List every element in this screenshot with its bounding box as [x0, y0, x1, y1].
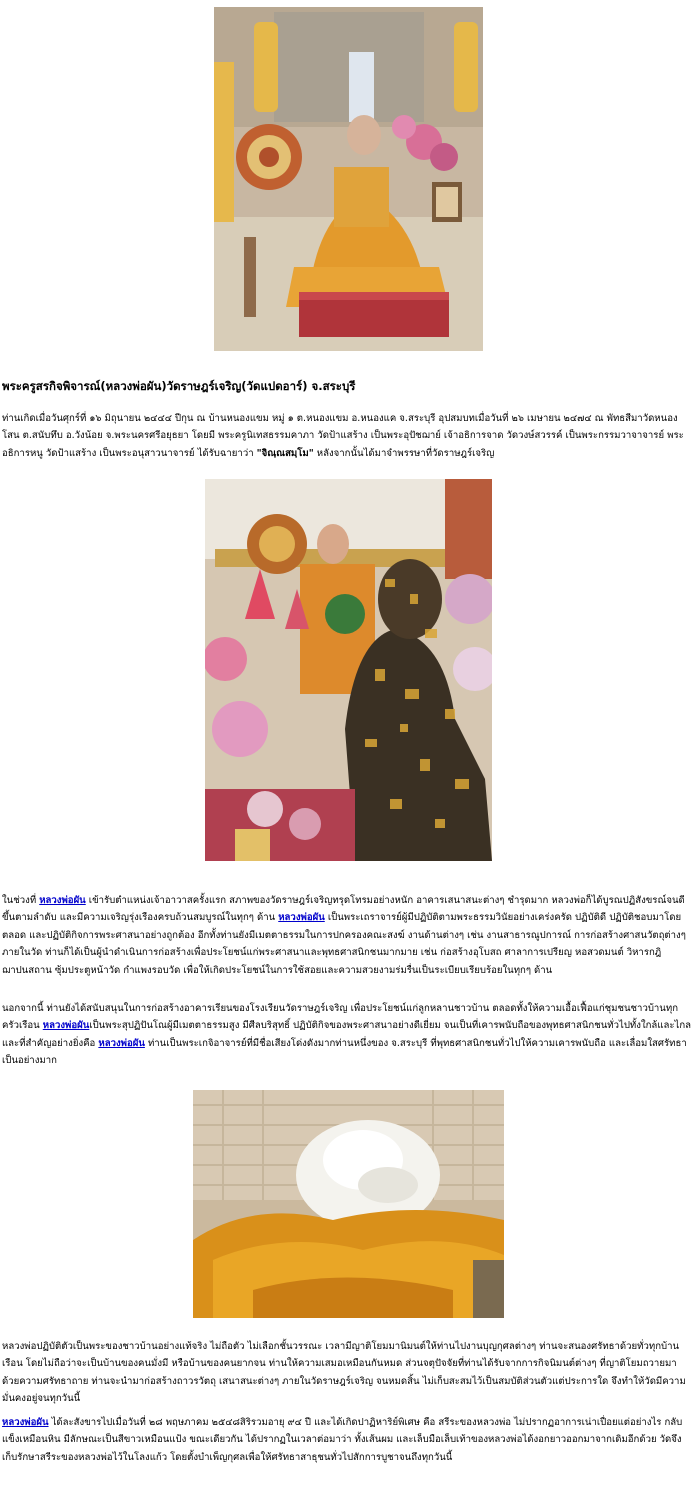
- monk-name-link[interactable]: หลวงพ่อผัน: [42, 1020, 90, 1032]
- paragraph-text: ได้ละสังขารไปเมื่อวันที่ ๒๘ พฤษภาคม ๒๕๔๘สิริรวมอายุ ๙๔ ปี และได้เกิดปาฏิหาริย์พิเศษ คือ สรีระของหลวงพ่อ ไม่ปรากฏอาการเน่าเปื่อยแต่อย่างไร กลับแข็งเหมือนหิน มีลักษณะเป็นสีขาวเหมือนแป้ง ขณะเดียวกัน ได้ปรากฏในเวลาต่อมาว่า ทั้งเส้นผม และเล็บมือเล็บเท้าของหลวงพ่อได้งอกยาวออกมาจากเดิมอีกด้วย วัดจึงเก็บรักษาสรีระของหลวงพ่อไว้ในโลงแก้ว โดยตั้งบำเพ็ญกุศลเพื่อให้ศรัทธาสาธุชนทั่วไปสักการบูชาจนถึงทุกวันนี้: [2, 1417, 683, 1463]
- paragraph-biography: [2, 410, 692, 462]
- paragraph-passing: [2, 1414, 692, 1466]
- photo-monk-seated-altar: [214, 7, 483, 351]
- paragraph-abbot: [2, 892, 692, 979]
- monk-name-link[interactable]: หลวงพ่อผัน: [278, 912, 325, 924]
- paragraph-text: หลังจากนั้นได้มาจำพรรษาที่วัดราษฎร์เจริญ: [313, 447, 495, 459]
- monk-name-link[interactable]: หลวงพ่อผัน: [39, 895, 86, 906]
- paragraph-text: หลวงพ่อปฏิบัติตัวเป็นพระของชาวบ้านอย่างแท้จริง ไม่ถือตัว ไม่เลือกชั้นวรรณะ เวลามีญาติโยมมานิมนต์ให้ท่านไปงานบุญกุศลต่างๆ ท่านจะสนองศรัทธาด้วยทั่วทุกบ้านเรือน โดยไม่ถือว่าจะเป็นบ้านของคนมั่งมี หรือบ้านของคนยากจน ท่านให้ความเสมอเหมือนกันหมด ส่วนจตุปัจจัยที่ท่านได้รับจากการกิจนิมนต์ต่างๆ ที่ญาติโยมถวายมาด้วยความศรัทธาถาย ท่านจะนำมาก่อสร้างถาวรวัตถุ เสนาสนะต่างๆ ภายในวัดราษฎร์เจริญ จนหมดสิ้น ไม่เก็บสะสมไว้เป็นสมบัติส่วนตัวแต่ประการใด จึงทำให้วัดมีความมั่นคงอยู่จนทุกวันนี้: [2, 1341, 686, 1405]
- paragraph-school: [2, 1000, 692, 1070]
- photo-body-coffin: [193, 1090, 504, 1318]
- paragraph-practice: [2, 1338, 692, 1408]
- monk-chaya: "จิณฺณสมฺโม": [256, 447, 314, 459]
- page-title: พระครูสรกิจพิจารณ์(หลวงพ่อผัน)วัดราษฎร์เจริญ(วัดแปดอาร์) จ.สระบุรี: [2, 379, 356, 393]
- paragraph-text: เข้ารับตำแหน่งเจ้าอาวาสครั้งแรก สภาพของวัดราษฎร์เจริญทรุดโทรมอย่างหนัก อาคารเสนาสนะต่างๆ ชำรุดมาก หลวงพ่อก็ได้บูรณปฏิสังขรณ์จนดีขึ้นตามลำดับ และมีความเจริญรุ่งเรืองครบถ้วนสมบูรณ์ในทุกๆ ด้าน: [2, 895, 685, 924]
- paragraph-text: นอกจากนี้ ท่านยังได้สนับสนุนในการก่อสร้างอาคารเรียนของโรงเรียนวัดราษฎร์เจริญ เพื่อประโยชน์แก่ลูกหลานชาวบ้าน ตลอดทั้งให้ความเอื้อเฟื้อแก่ชุมชนชาวบ้านทุกครัวเรือน: [2, 1003, 679, 1032]
- paragraph-text: เป็นพระสุปฏิปันโณผู้มีเมตตาธรรมสูง มีศีลบริสุทธิ์ ปฏิบัติกิจของพระศาสนาอย่างดีเยี่ยม จนเป็นที่เคารพนับถือของพุทธศาสนิกชนทั่วไปทั้งใกล้และไกล และที่สำคัญอย่างยิ่งคือ: [2, 1020, 692, 1049]
- monk-name-link[interactable]: หลวงพ่อผัน: [98, 1037, 145, 1049]
- paragraph-text: เป็นพระเถราจารย์ผู้มีปฏิบัติตามพระธรรมวินัยอย่างเคร่งครัด ปฏิบัติดี ปฏิบัติชอบมาโดยตลอด และปฏิบัติกิจการพระศาสนาอย่างถูกต้อง อีกทั้งท่านยังมีเมตตาธรรมในการปกครองคณะสงฆ์ งานด้านต่างๆ เช่น งานสาธารณูปการณ์ การก่อสร้างศาสนวัตถุต่างๆ ภายในวัด ท่านก็ได้เป็นผู้นำดำเนินการก่อสร้างเพื่อประโยชน์แก่พระศาสนาและพุทธศาสนิกชนมากมาย เช่น ก่อสร้างอุโบสถ ศาลาการเปรียญ หอสวดมนต์ วิหารกฎิ ฌาปนสถาน ซุ้มประตูหน้าวัด กำแพงรอบวัด เพื่อให้เกิดประโยชน์ในการใช้สอยและความสวยงามร่มรื่นเป็นระเบียบเรียบร้อยในทุกๆ ด้าน: [2, 912, 686, 976]
- paragraph-text: ท่านเป็นพระเกจิอาจารย์ที่มีชื่อเสียงโด่งดังมากท่านหนึ่งของ จ.สระบุรี ที่พุทธศาสนิกชนทั่วไปให้ความเคารพนับถือ และเลื่อมใสศรัทธาเป็นอย่างมาก: [2, 1037, 687, 1067]
- paragraph-text: ท่านเกิดเมื่อวันศุกร์ที่ ๑๖ มิถุนายน ๒๔๔๔ ปีกุน ณ บ้านหนองแขม หมู่ ๑ ต.หนองแขม อ.หนองแค จ.สระบุรี อุปสมบทเมื่อวันที่ ๒๖ เมษายน ๒๔๗๔ ณ พัทธสีมาวัดหนองโสน ต.สนับทึบ อ.วังน้อย จ.พระนครศรีอยุธยา โดยมี พระครูนิเทสธรรมคาภา วัดป้าแสร้าง เป็นพระอุปัชฌาย์ เจ้าอธิการจาด วัดวงษ์สวรรค์ เป็นพระกรรมวาจาจารย์ พระอธิการหนู วัดป้าแสร้าง เป็นพระอนุสาวนาจารย์ ได้รับฉายาว่า: [2, 413, 684, 459]
- photo-gold-leaf-statue: [205, 479, 492, 861]
- monk-name-link[interactable]: หลวงพ่อผัน: [2, 1417, 49, 1428]
- paragraph-text: ในช่วงที่: [2, 895, 40, 906]
